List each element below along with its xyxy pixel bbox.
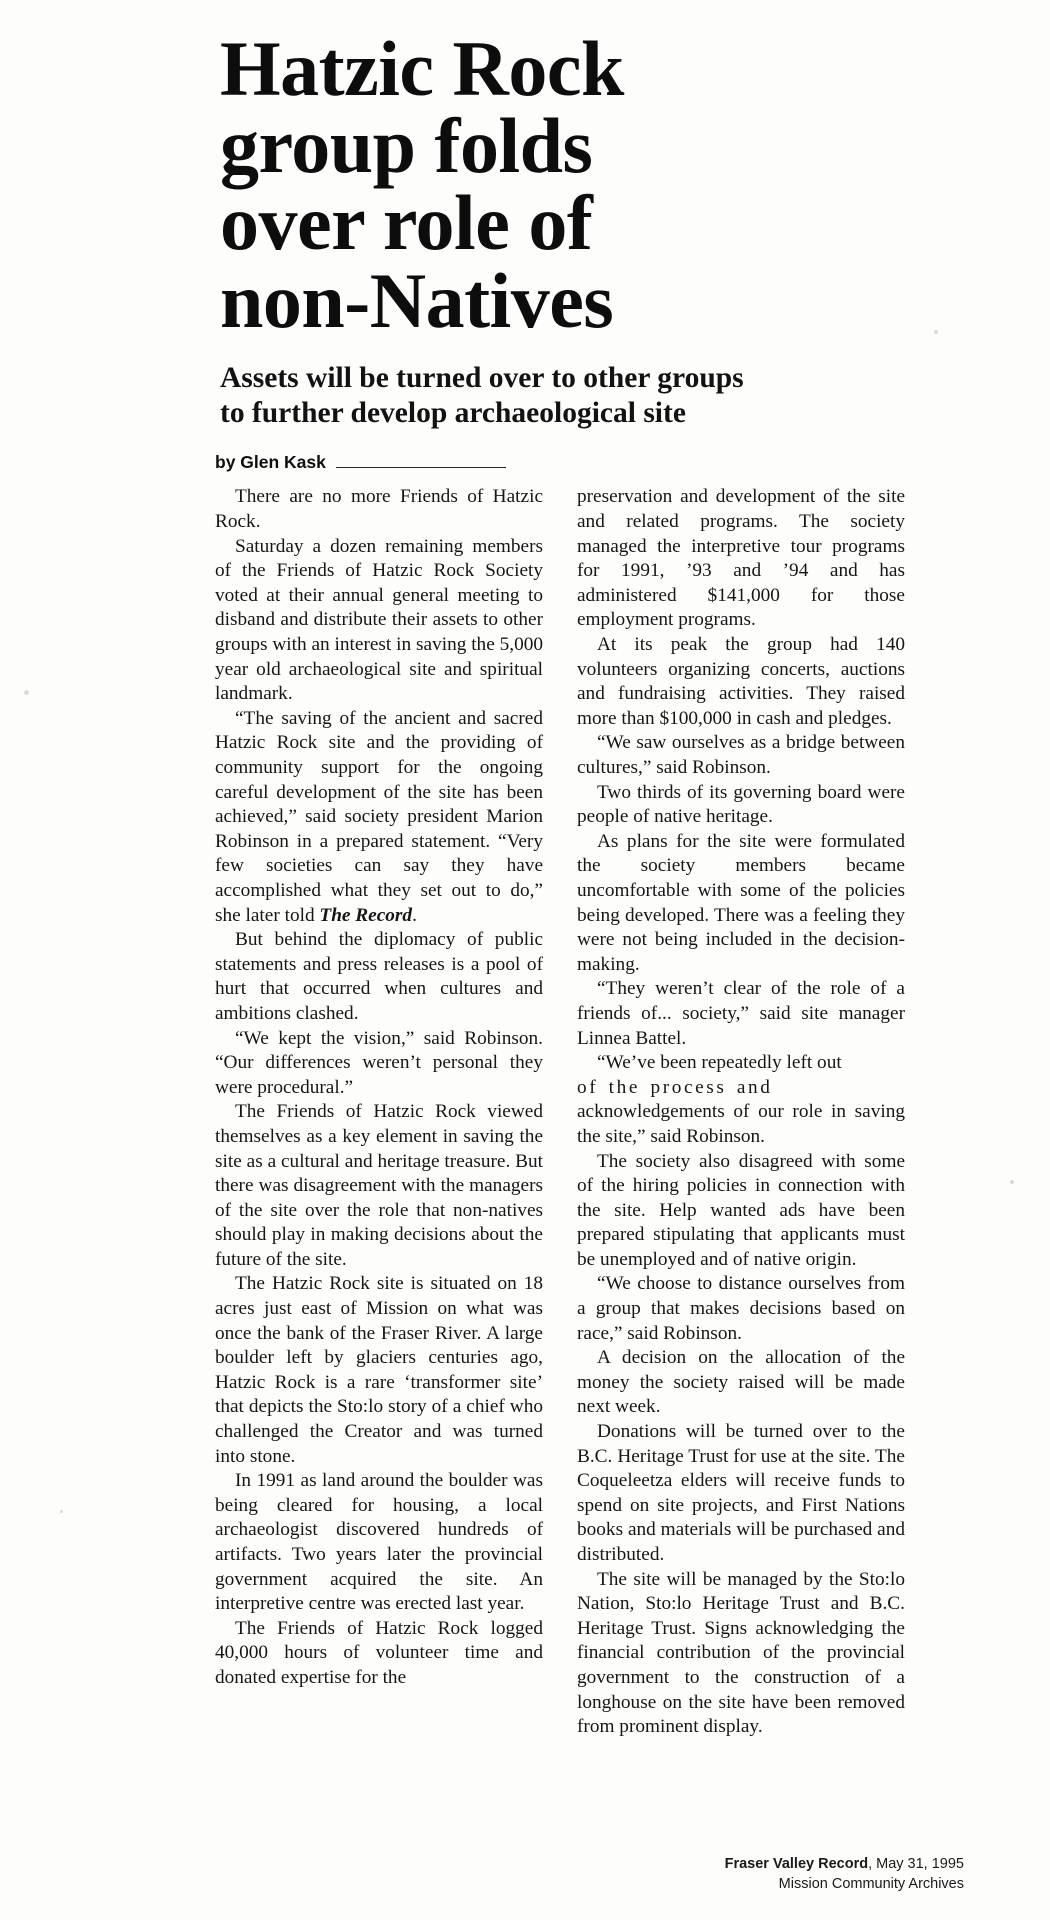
paragraph: “They weren’t clear of the role of a friends of... society,” said site manager Linnea Battel. bbox=[577, 978, 905, 1049]
paragraph: acknowledgements of our role in saving the site,” said Robinson. bbox=[577, 1101, 905, 1147]
paragraph bbox=[577, 1051, 905, 1076]
paragraph: The site will be managed by the Sto:lo Nation, Sto:lo Heritage Trust and B.C. Heritage Trust. Signs acknowledging the financial contribution of the provincial government to the construction of a longhouse on the site have been removed from prominent display. bbox=[577, 1568, 905, 1738]
publication-line bbox=[725, 1855, 964, 1874]
article-column-right bbox=[577, 485, 905, 1739]
paper-speck bbox=[1010, 1180, 1014, 1184]
paragraph-text: “The saving of the ancient and sacred Hatzic Rock site and the providing of community support for the ongoing careful development of the site has been achieved,” said society president Marion Robinson in a prepared statement. “Very few societies can say they have accomplished what they set out to do,” she later told bbox=[215, 707, 543, 926]
paragraph-text: “We’ve been repeatedly left out bbox=[597, 1052, 842, 1074]
subheadline bbox=[220, 361, 964, 431]
cited-publication: The Record bbox=[319, 904, 413, 926]
headline-line-2: group folds bbox=[220, 102, 593, 190]
article-column-left bbox=[215, 485, 543, 1690]
paragraph: The Friends of Hatzic Rock viewed themselves as a key element in saving the site as a cultural and heritage treasure. But there was disagreement with the managers of the site over the role that non-natives should play in making decisions about the future of the site. bbox=[215, 1101, 543, 1270]
paragraph: But behind the diplomacy of public statements and press releases is a pool of hurt that occurred when cultures and ambitions clashed. bbox=[215, 929, 543, 1024]
paragraph: Two thirds of its governing board were people of native heritage. bbox=[577, 781, 905, 828]
paragraph: At its peak the group had 140 volunteers organizing concerts, auctions and fundraising activities. They raised more than $100,000 in cash and pledges. bbox=[577, 634, 905, 729]
subheadline-line-2: to further develop archaeological site bbox=[220, 396, 686, 429]
paragraph: “We choose to distance ourselves from a group that makes decisions based on race,” said Robinson. bbox=[577, 1273, 905, 1344]
paper-speck bbox=[24, 690, 29, 695]
headline-line-1: Hatzic Rock bbox=[220, 25, 624, 112]
article-body bbox=[215, 485, 964, 1739]
paragraph-tail: . bbox=[412, 904, 417, 926]
paragraph: A decision on the allocation of the money the society raised will be made next week. bbox=[577, 1347, 905, 1418]
paragraph bbox=[215, 707, 543, 928]
paragraph: The Hatzic Rock site is situated on 18 acres just east of Mission on what was once the bank of the Fraser River. A large boulder left by glaciers centuries ago, Hatzic Rock is a rare ‘transformer site’ that depicts the Sto:lo story of a chief who challenged the Creator and was turned into stone. bbox=[215, 1273, 543, 1467]
source-credit bbox=[725, 1855, 964, 1894]
paper-speck bbox=[60, 1510, 63, 1513]
headline-line-4: non-Natives bbox=[220, 256, 614, 344]
publication-date: , May 31, 1995 bbox=[868, 1856, 964, 1873]
archive-name: Mission Community Archives bbox=[778, 1875, 964, 1892]
paragraph-spaced: of the process and bbox=[577, 1076, 773, 1098]
paragraph: The Friends of Hatzic Rock logged 40,000 hours of volunteer time and donated expertise for the bbox=[215, 1617, 543, 1688]
publication-name: Fraser Valley Record bbox=[724, 1856, 869, 1873]
paragraph: preservation and development of the site and related programs. The society managed the interpretive tour programs for 1991, ’93 and ’94 and has administered $141,000 for those employment programs. bbox=[577, 486, 905, 631]
byline-row bbox=[215, 452, 964, 473]
paragraph: “We saw ourselves as a bridge between cultures,” said Robinson. bbox=[577, 732, 905, 778]
paragraph: There are no more Friends of Hatzic Rock. bbox=[215, 486, 543, 533]
paragraph: Saturday a dozen remaining members of the Friends of Hatzic Rock Society voted at their annual general meeting to disband and distribute their assets to other groups with an interest in saving the 5,000 year old archaeological site and spiritual landmark. bbox=[215, 535, 543, 705]
paragraph: In 1991 as land around the boulder was being cleared for housing, a local archaeologist discovered hundreds of artifacts. Two years later the provincial government acquired the site. An interpretive centre was erected last year. bbox=[215, 1470, 543, 1615]
paragraph: The society also disagreed with some of the hiring policies in connection with the site. Help wanted ads have been prepared stipulating that applicants must be unemployed and of native origin. bbox=[577, 1150, 905, 1270]
paragraph: Donations will be turned over to the B.C. Heritage Trust for use at the site. The Coqueleetza elders will receive funds to spend on site projects, and First Nations books and materials will be purchased and distributed. bbox=[577, 1421, 905, 1565]
subheadline-line-1: Assets will be turned over to other groups bbox=[220, 361, 744, 394]
byline: by Glen Kask bbox=[215, 452, 326, 473]
paper-speck bbox=[934, 330, 938, 334]
headline bbox=[220, 25, 930, 344]
paragraph: As plans for the site were formulated the society members became uncomfortable with some of the policies being developed. There was a feeling they were not being included in the decision-making. bbox=[577, 830, 905, 975]
headline-line-3: over role of bbox=[220, 179, 593, 267]
byline-rule bbox=[336, 467, 506, 468]
paragraph: “We kept the vision,” said Robinson. “Our differences weren’t personal they were procedural.” bbox=[215, 1027, 543, 1098]
